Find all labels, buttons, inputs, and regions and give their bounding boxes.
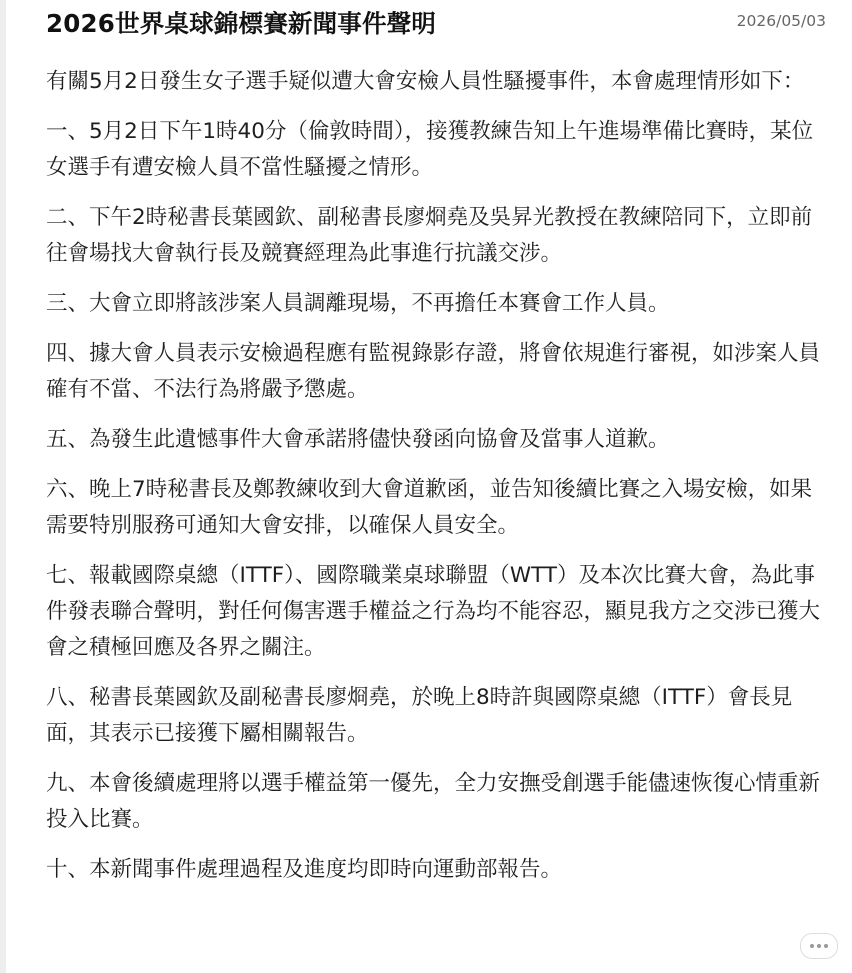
item-1-paragraph: 一、5月2日下午1時40分（倫敦時間），接獲教練告知上午進場準備比賽時，某位女選手有遭安檢人員不當性騷擾之情形。	[46, 119, 814, 180]
more-options-button[interactable]	[800, 933, 838, 959]
item-6-paragraph: 六、晚上7時秘書長及鄭教練收到大會道歉函，並告知後續比賽之入場安檢，如果需要特別服務可通知大會安排，以確保人員安全。	[46, 477, 813, 538]
page-title: 2026世界桌球錦標賽新聞事件聲明	[46, 9, 437, 38]
item-3-paragraph: 三、大會立即將該涉案人員調離現場，不再擔任本賽會工作人員。	[46, 291, 670, 316]
item-7-paragraph: 七、報載國際桌總（ITTF）、國際職業桌球聯盟（WTT）及本次比賽大會，為此事件發表聯合聲明，對任何傷害選手權益之行為均不能容忍，顯見我方之交涉已獲大會之積極回應及各界之關注。	[46, 563, 821, 660]
more-dots-icon	[810, 944, 814, 948]
left-edge-divider	[0, 0, 6, 973]
item-2-paragraph: 二、下午2時秘書長葉國欽、副秘書長廖烱堯及吳昇光教授在教練陪同下，立即前往會場找大會執行長及競賽經理為此事進行抗議交涉。	[46, 205, 813, 266]
item-5-paragraph: 五、為發生此遺憾事件大會承諾將儘快發函向協會及當事人道歉。	[46, 427, 670, 452]
intro-paragraph: 有關5月2日發生女子選手疑似遭大會安檢人員性騷擾事件，本會處理情形如下：	[46, 69, 805, 94]
document-header	[46, 0, 836, 44]
item-4-paragraph: 四、據大會人員表示安檢過程應有監視錄影存證，將會依規進行審視，如涉案人員確有不當、不法行為將嚴予懲處。	[46, 341, 821, 402]
more-dots-icon	[817, 944, 821, 948]
item-10-paragraph: 十、本新聞事件處理過程及進度均即時向運動部報告。	[46, 857, 563, 882]
item-8-paragraph: 八、秘書長葉國欽及副秘書長廖烱堯，於晚上8時許與國際桌總（ITTF）會長見面，其表示已接獲下屬相關報告。	[46, 685, 793, 746]
publish-date: 2026/05/03	[736, 12, 826, 30]
statement-body	[46, 64, 831, 902]
more-dots-icon	[824, 944, 828, 948]
item-9-paragraph: 九、本會後續處理將以選手權益第一優先，全力安撫受創選手能儘速恢復心情重新投入比賽。	[46, 771, 821, 832]
